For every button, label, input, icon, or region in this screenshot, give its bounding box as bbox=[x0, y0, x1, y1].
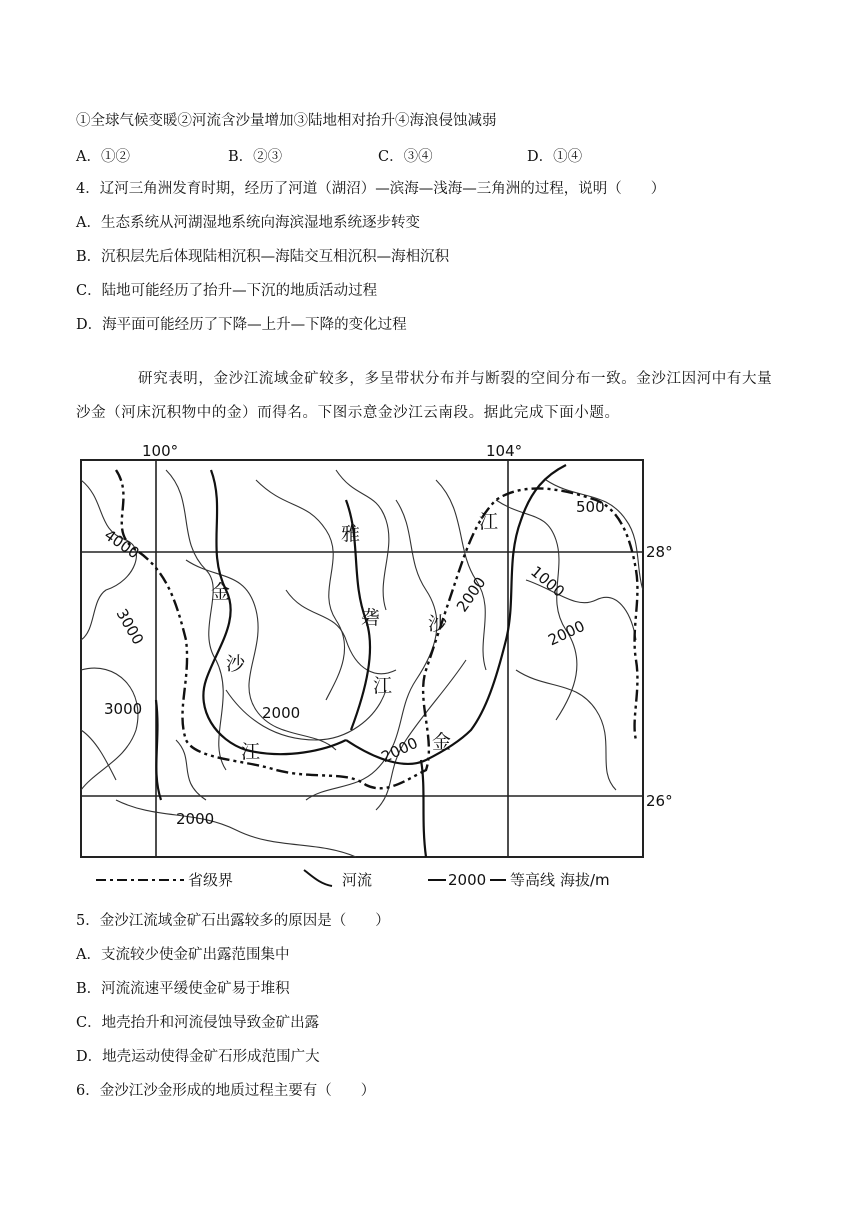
contour-label-3000-a: 3000 bbox=[112, 605, 148, 648]
q5-choice-a[interactable]: A．支流较少使金矿出露范围集中 bbox=[76, 947, 290, 963]
legend-boundary-label: 省级界 bbox=[188, 871, 234, 889]
contour-label-1000: 1000 bbox=[527, 562, 569, 601]
q4-stem: 4．辽河三角洲发育时期，经历了河道（湖沼）—滨海—浅海—三角洲的过程，说明（ ） bbox=[76, 181, 666, 197]
q3-choice-a[interactable]: A．①② bbox=[76, 149, 130, 165]
map-frame bbox=[81, 460, 643, 857]
river-char-jiang-3: 江 bbox=[479, 511, 499, 533]
river-char-jiang-1: 江 bbox=[241, 741, 261, 763]
river-char-sha-2: 沙 bbox=[428, 613, 448, 635]
river-char-sha-1: 沙 bbox=[226, 653, 246, 675]
jinsha-river-map bbox=[76, 440, 676, 896]
q3-statements: ①全球气候变暖②河流含沙量增加③陆地相对抬升④海浪侵蚀减弱 bbox=[76, 113, 497, 129]
q3-choice-c[interactable]: C．③④ bbox=[378, 149, 433, 165]
lat-26-label: 26° bbox=[646, 792, 673, 810]
q5-choice-b[interactable]: B．河流流速平缓使金矿易于堆积 bbox=[76, 981, 290, 997]
tributary-south bbox=[421, 760, 426, 857]
contour-lines bbox=[81, 470, 643, 857]
q5-stem: 5．金沙江流域金矿石出露较多的原因是（ ） bbox=[76, 913, 390, 929]
q4-choice-a[interactable]: A．生态系统从河湖湿地系统向海滨湿地系统逐步转变 bbox=[76, 215, 420, 231]
contour-label-3000-b: 3000 bbox=[104, 700, 143, 718]
q4-choice-c[interactable]: C．陆地可能经历了抬升—下沉的地质活动过程 bbox=[76, 283, 378, 299]
lon-100-label: 100° bbox=[142, 442, 179, 460]
contour-label-2000-a: 2000 bbox=[262, 704, 301, 722]
q6-stem: 6．金沙江沙金形成的地质过程主要有（ ） bbox=[76, 1083, 376, 1099]
q4-choice-d[interactable]: D．海平面可能经历了下降—上升—下降的变化过程 bbox=[76, 317, 407, 333]
lat-28-label: 28° bbox=[646, 543, 673, 561]
river-char-jin-1: 金 bbox=[211, 581, 231, 603]
river-char-jin-2: 金 bbox=[432, 731, 452, 753]
contour-label-500: 500 bbox=[576, 498, 605, 516]
river-char-ya: 雅 bbox=[341, 523, 361, 545]
contour-label-2000-b: 2000 bbox=[176, 810, 215, 828]
river-char-long: 砻 bbox=[361, 607, 381, 629]
legend-contour-label: 等高线 bbox=[510, 871, 556, 889]
passage-line-1: 研究表明，金沙江流域金矿较多，多呈带状分布并与断裂的空间分布一致。金沙江因河中有大量 bbox=[138, 371, 773, 387]
q3-choice-b[interactable]: B．②③ bbox=[228, 149, 283, 165]
q3-choice-d[interactable]: D．①④ bbox=[527, 149, 583, 165]
q5-choice-c[interactable]: C．地壳抬升和河流侵蚀导致金矿出露 bbox=[76, 1015, 320, 1031]
legend-river-icon bbox=[304, 870, 332, 886]
contour-label-2000-c: 2000 bbox=[452, 573, 490, 616]
passage-line-2: 沙金（河床沉积物中的金）而得名。下图示意金沙江云南段。据此完成下面小题。 bbox=[76, 405, 620, 421]
lon-104-label: 104° bbox=[486, 442, 523, 460]
q3-choices bbox=[76, 145, 776, 165]
tributary-west bbox=[156, 700, 161, 800]
contour-label-2000-e: 2000 bbox=[545, 616, 588, 650]
legend-contour-value: 2000 bbox=[448, 871, 487, 889]
river-char-jiang-2: 江 bbox=[373, 675, 393, 697]
legend-unit-label: 海拔/m bbox=[560, 871, 610, 889]
q4-choice-b[interactable]: B．沉积层先后体现陆相沉积—海陆交互相沉积—海相沉积 bbox=[76, 249, 450, 265]
passage bbox=[76, 362, 786, 430]
contour-label-2000-d: 2000 bbox=[378, 733, 421, 767]
legend-river-label: 河流 bbox=[342, 871, 373, 889]
contour-label-4000: 4000 bbox=[101, 525, 143, 563]
q5-choice-d[interactable]: D．地壳运动使得金矿石形成范围广大 bbox=[76, 1049, 320, 1065]
map-legend bbox=[96, 870, 610, 889]
